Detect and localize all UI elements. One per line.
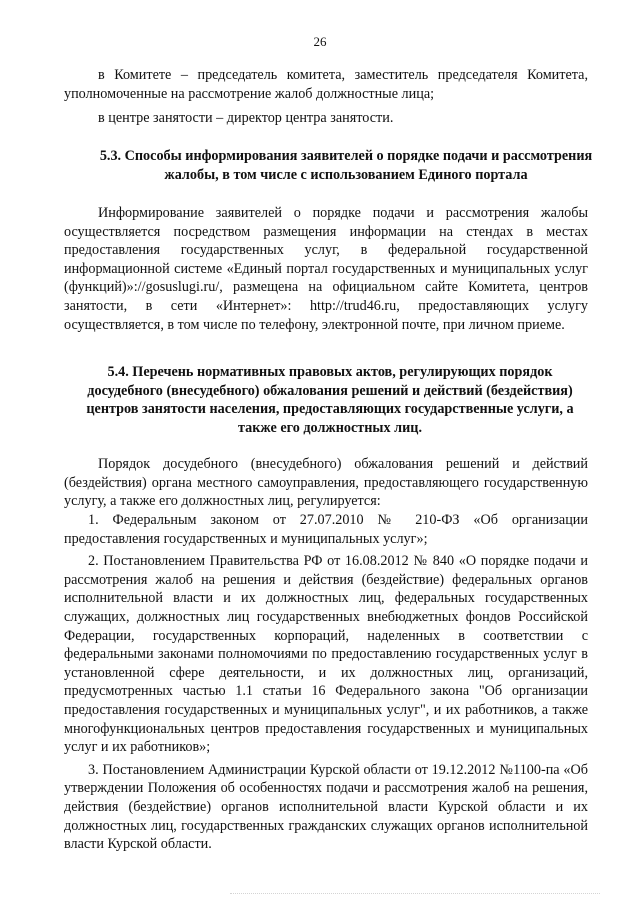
legal-acts-list (64, 511, 588, 858)
list-item: 3. Постановлением Администрации Курской области от 19.12.2012 №1100-па «Об утверждении Положения об особенностях подачи и рассмотрения жалоб на решения, действия (бездействие) органов исполнительной власти Курской области и их должностных лиц, государственных гражданских служащих органов исполнительной власти Курской области. (64, 761, 588, 853)
section-5-4-intro: Порядок досудебного (внесудебного) обжалования решений и действий (бездействия) органа местного самоуправления, предоставляющего государственную услугу, а также его должностных лиц, регулируется: (64, 456, 588, 510)
intro-block (64, 66, 588, 128)
center-line: в центре занятости – директор центра занятости. (98, 110, 394, 127)
committee-line: в Комитете – председатель комитета, заместитель председателя Комитета, уполномоченные на рассмотрение жалоб должностные лица; (64, 67, 588, 102)
page-number: 26 (313, 34, 327, 49)
section-5-3-body-block (64, 204, 588, 334)
list-item: 1. Федеральным законом от 27.07.2010 № 210-ФЗ «Об организации предоставления государственных и муниципальных услуг»; (64, 512, 588, 547)
list-item: 2. Постановлением Правительства РФ от 16.08.2012 № 840 «О порядке подачи и рассмотрения жалоб на решения и действия (бездействие) федеральных органов исполнительной власти и их должностных лиц, федеральных государственных служащих, должностных лиц государственных внебюджетных фондов Российской Федерации, государственных корпораций, наделенных в соответствии с федеральными законами полномочиями по предоставлению государственных услуг в установленной сфере деятельности, и их должностных лиц, организаций, предусмотренных частью 1.1 статьи 16 Федерального закона "Об организации предоставления государственных и муниципальных услуг", и их работников, а также многофункциональных центров предоставления государственных и муниципальных услуг и их работников»; (64, 553, 588, 756)
section-5-4-intro-block (64, 455, 588, 511)
section-5-3-heading-block (96, 147, 596, 184)
section-5-4-heading: 5.4. Перечень нормативных правовых актов, регулирующих порядок досудебного (внесудебного) обжалования решений и действий (бездействия) центров занятости населения, предоставляющих государственные услуги, а также его должностных лиц. (86, 364, 574, 436)
scan-artifact-divider (230, 893, 600, 900)
section-5-4-heading-block (70, 363, 590, 437)
section-5-3-body: Информирование заявителей о порядке подачи и рассмотрения жалобы осуществляется посредством размещения информации на стендах в местах предоставления государственных услуг, в федеральной государственной информационной системе «Единый портал государственных и муниципальных услуг (функций)»://gosuslugi.ru/, размещена на официальном сайте Комитета, центров занятости, в сети «Интернет»: http://trud46.ru, предоставляющих услугу осуществляется, в том числе по телефону, электронной почте, при личном приеме. (64, 205, 588, 333)
section-5-3-heading: 5.3. Способы информирования заявителей о порядке подачи и рассмотрения жалобы, в том числе с использованием Единого портала (99, 148, 593, 183)
